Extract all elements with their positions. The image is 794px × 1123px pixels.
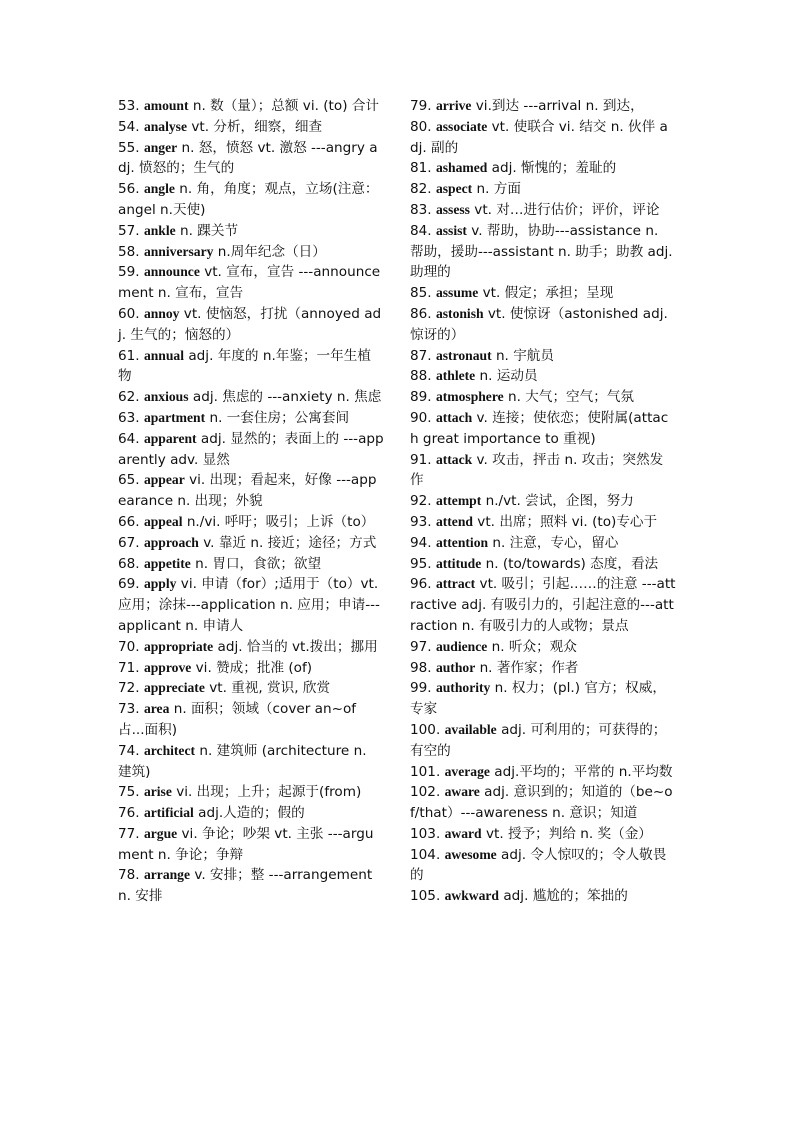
entry-definition: vt. 分析，细察，细查 [191,118,323,135]
entry-definition: n. 胃口，食欲；欲望 [195,555,322,572]
entry-number: 86. [410,305,432,322]
entry-definition: n. 面积；领域（cover an~of 占...面积) [118,701,357,738]
entry-number: 77. [118,825,140,842]
vocab-entry [118,262,384,304]
entry-number: 87. [410,347,432,364]
entry-number: 74. [118,742,140,759]
entry-number: 62. [118,389,140,406]
entry-definition: adj. 年度的 n.年鉴；一年生植物 [118,347,371,385]
vocab-entry [118,865,384,907]
entry-word: arise [143,784,172,800]
entry-definition: adj. 显然的；表面上的 ---apparently adv. 显然 [118,430,384,468]
entry-word: arrange [143,867,191,883]
vocab-entry [410,366,676,387]
entry-word: ankle [143,222,176,238]
entry-definition: n. 大气；空气；气氛 [508,389,635,406]
vocab-entry [410,450,676,492]
entry-word: apply [143,576,177,592]
entry-number: 59. [118,264,140,281]
entry-number: 60. [118,305,140,322]
entry-word: appetite [143,555,191,571]
entry-definition: n. 角，角度；观点，立场(注意：angel n.天使) [118,181,379,218]
vocab-entry [118,304,384,346]
vocab-entry [118,512,384,533]
entry-number: 53. [118,98,140,114]
entry-definition: vt. 授予；判给 n. 奖（金） [485,825,652,842]
entry-definition: vt. 对…进行估价；评价，评论 [474,201,660,218]
entry-word: artificial [143,805,194,821]
entry-number: 101. [410,763,441,780]
entry-number: 76. [118,805,140,822]
entry-definition: n. 宇航员 [495,347,554,364]
vocab-entry [410,221,676,283]
vocab-entry [118,637,384,658]
entry-definition: n. 数（量）；总额 vi. (to) 合计 [192,98,380,114]
vocab-entry [410,533,676,554]
entry-word: associate [435,118,488,134]
entry-word: attend [435,513,473,529]
entry-word: author [435,659,476,675]
entry-definition: n. 听众；观众 [491,638,577,655]
vocab-entry [118,117,384,138]
entry-definition: n. 怒，愤怒 vt. 激怒 ---angry adj. 愤怒的；生气的 [118,139,378,177]
entry-number: 85. [410,285,432,302]
entry-number: 69. [118,576,140,593]
entry-definition: adj. 意识到的；知道的（be~of/that）---awareness n. 意识；知道 [410,784,673,822]
entry-word: available [444,721,497,737]
entry-definition: n. 方面 [476,181,521,198]
entry-definition: vt. 假定；承担；呈现 [482,285,614,302]
entry-definition: n. (to/towards) 态度，看法 [485,555,659,572]
entry-number: 96. [410,576,432,593]
entry-definition: adj. 惭愧的；羞耻的 [491,160,617,177]
entry-definition: adj. 恰当的 vt.拨出；挪用 [217,638,378,655]
entry-number: 102. [410,784,441,801]
entry-definition: n. 建筑师 (architecture n. 建筑) [118,742,367,780]
entry-number: 100. [410,721,441,738]
entry-number: 84. [410,222,432,239]
entry-word: assume [435,285,479,301]
vocab-entry [118,533,384,554]
entry-number: 95. [410,555,432,572]
entry-word: apartment [143,409,206,425]
vocab-entry [118,179,384,221]
vocab-entry [118,782,384,803]
entry-word: awesome [444,846,497,862]
entry-word: architect [143,742,196,758]
entry-word: annoy [143,305,180,321]
vocab-entry [410,200,676,221]
entry-word: appropriate [143,638,214,654]
entry-definition: adj. 令人惊叹的；令人敬畏的 [410,846,667,884]
entry-word: attack [435,451,473,467]
vocab-entry [118,554,384,575]
entry-definition: n./vi. 呼吁；吸引；上诉（to） [186,513,375,530]
entry-number: 81. [410,160,432,177]
entry-number: 92. [410,493,432,510]
entry-definition: vi. 申请（for）;适用于（to）vt. 应用；涂抹---application n. 应用；申请---applicant n. 申请人 [118,576,380,634]
entry-number: 80. [410,118,432,135]
vocab-entry [118,242,384,263]
vocab-entry [118,221,384,242]
entry-number: 99. [410,680,432,697]
entry-number: 68. [118,555,140,572]
vocab-entry [410,886,676,907]
entry-definition: n. 踝关节 [180,222,239,239]
vocab-entry [118,699,384,741]
vocab-entry [410,179,676,200]
entry-word: atmosphere [435,389,504,405]
vocab-entry [410,158,676,179]
entry-number: 98. [410,659,432,676]
entry-number: 82. [410,181,432,198]
vocab-entry [410,283,676,304]
entry-number: 58. [118,243,140,260]
entry-word: attract [435,576,476,592]
entry-word: ashamed [435,160,488,176]
left-column [118,96,384,907]
entry-word: angle [143,181,175,197]
entry-number: 54. [118,118,140,135]
entry-number: 104. [410,846,441,863]
entry-word: aspect [435,181,473,197]
entry-definition: n. 著作家；作者 [479,659,579,676]
entry-definition: adj. 尴尬的；笨拙的 [503,888,628,905]
entry-number: 64. [118,430,140,447]
vocab-entry [118,470,384,512]
entry-number: 73. [118,701,140,718]
entry-definition: v. 安排；整 ---arrangement n. 安排 [118,867,373,905]
entry-word: analyse [143,118,188,134]
entry-word: average [444,763,490,779]
entry-number: 70. [118,638,140,655]
entry-number: 67. [118,534,140,551]
entry-number: 57. [118,222,140,239]
entry-number: 97. [410,638,432,655]
entry-word: attempt [435,493,482,509]
entry-word: awkward [444,888,499,904]
entry-number: 66. [118,513,140,530]
entry-number: 90. [410,409,432,426]
entry-number: 72. [118,680,140,697]
entry-number: 83. [410,201,432,218]
vocab-entry [118,678,384,699]
entry-word: astonish [435,305,484,321]
entry-definition: vt. 使联合 vi. 结交 n. 伙伴 adj. 副的 [410,118,668,156]
entry-definition: n. 运动员 [479,368,538,385]
entry-word: announce [143,264,200,280]
entry-word: appreciate [143,680,205,696]
entry-word: annual [143,347,185,363]
entry-number: 91. [410,451,432,468]
entry-number: 61. [118,347,140,364]
entry-word: anger [143,139,178,155]
entry-definition: adj. 可利用的；可获得的；有空的 [410,721,667,759]
entry-definition: v. 帮助，协助---assistance n. 帮助，援助---assistant n. 助手；助教 adj. 助理的 [410,222,673,281]
vocab-entry [118,429,384,471]
entry-number: 75. [118,784,140,801]
vocab-entry [410,117,676,159]
entry-definition: adj.平均的；平常的 n.平均数 [494,763,673,780]
entry-number: 65. [118,472,140,489]
vocab-entry [410,346,676,367]
entry-definition: vi. 争论；吵架 vt. 主张 ---argument n. 争论；争辩 [118,825,374,863]
entry-word: anniversary [143,243,214,259]
vocab-entry [118,803,384,824]
vocab-entry [410,720,676,762]
entry-word: argue [143,825,178,841]
vocab-entry [118,658,384,679]
vocab-entry [410,658,676,679]
vocab-entry [410,304,676,346]
vocab-entry [118,574,384,636]
vocab-entry [410,824,676,845]
entry-number: 55. [118,139,140,156]
vocab-entry [410,512,676,533]
entry-word: attitude [435,555,482,571]
entry-word: astronaut [435,347,492,363]
entry-definition: vt. 吸引；引起……的注意 ---attractive adj. 有吸引力的，引起注意的---attraction n. 有吸引力的人或物；景点 [410,576,676,634]
entry-word: attention [435,534,489,550]
entry-word: authority [435,680,491,696]
entry-definition: n.周年纪念（日） [217,243,326,260]
entry-word: approve [143,659,192,675]
vocab-entry [410,845,676,887]
vocab-entry [410,574,676,636]
vocab-entry [410,491,676,512]
vocab-entry [410,762,676,783]
entry-word: athlete [435,368,476,384]
entry-definition: vi. 出现；看起来，好像 ---appearance n. 出现；外貌 [118,472,377,510]
entry-word: anxious [143,389,189,405]
entry-definition: adj.人造的；假的 [198,805,305,822]
entry-definition: v. 靠近 n. 接近；途径；方式 [203,534,377,551]
entry-number: 78. [118,867,140,884]
entry-word: audience [435,638,488,654]
entry-definition: vt. 宣布，宣告 ---announcement n. 宣布，宣告 [118,264,381,302]
entry-definition: v. 连接；使依恋；使附属(attach great importance to 重视) [410,409,669,447]
entry-definition: vi. 赞成；批准 (of) [195,659,313,676]
entry-word: area [143,701,170,717]
entry-word: arrive [435,98,472,113]
right-column [410,96,676,907]
vocab-entry [118,741,384,783]
entry-definition: n. 注意，专心，留心 [492,534,619,551]
vocab-entry [118,408,384,429]
entry-word: amount [143,98,189,113]
entry-definition: vt. 使恼怒，打扰（annoyed adj. 生气的；恼怒的） [118,305,382,343]
entry-word: award [444,825,482,841]
entry-number: 71. [118,659,140,676]
vocab-entry [410,554,676,575]
vocab-entry [410,782,676,824]
entry-number: 93. [410,513,432,530]
entry-definition: v. 攻击，抨击 n. 攻击；突然发作 [410,451,664,489]
entry-number: 79. [410,98,432,114]
entry-word: attach [435,409,473,425]
entry-number: 56. [118,181,140,198]
vocab-entry [410,637,676,658]
entry-word: assess [435,201,470,217]
entry-definition: vt. 出席；照料 vi. (to)专心于 [477,513,658,530]
entry-definition: adj. 焦虑的 ---anxiety n. 焦虑 [192,389,382,406]
entry-definition: n. 权力；(pl.) 官方；权威，专家 [410,680,666,718]
vocab-entry [118,96,384,117]
vocab-entry [118,346,384,388]
entry-number: 94. [410,534,432,551]
entry-definition: vt. 使惊讶（astonished adj. 惊讶的） [410,305,668,343]
entry-definition: n. 一套住房；公寓套间 [209,409,350,426]
entry-word: approach [143,534,199,550]
entry-word: appear [143,472,185,488]
entry-number: 63. [118,409,140,426]
entry-number: 88. [410,368,432,385]
entry-word: appeal [143,513,183,529]
entry-number: 89. [410,389,432,406]
vocab-entry [410,387,676,408]
entry-definition: vt. 重视, 赏识, 欣赏 [209,680,331,697]
entry-word: aware [444,784,480,800]
entry-word: apparent [143,430,197,446]
vocab-entry [118,387,384,408]
entry-definition: vi.到达 ---arrival n. 到达， [475,98,644,114]
vocab-entry [410,408,676,450]
entry-definition: n./vt. 尝试，企图，努力 [485,493,634,510]
entry-number: 105. [410,888,441,905]
entry-word: assist [435,222,467,238]
entry-definition: vi. 出现；上升；起源于(from) [176,784,362,801]
entry-number: 103. [410,825,441,842]
vocab-entry [410,96,676,117]
vocab-entry [118,824,384,866]
vocab-entry [410,678,676,720]
vocab-entry [118,138,384,180]
